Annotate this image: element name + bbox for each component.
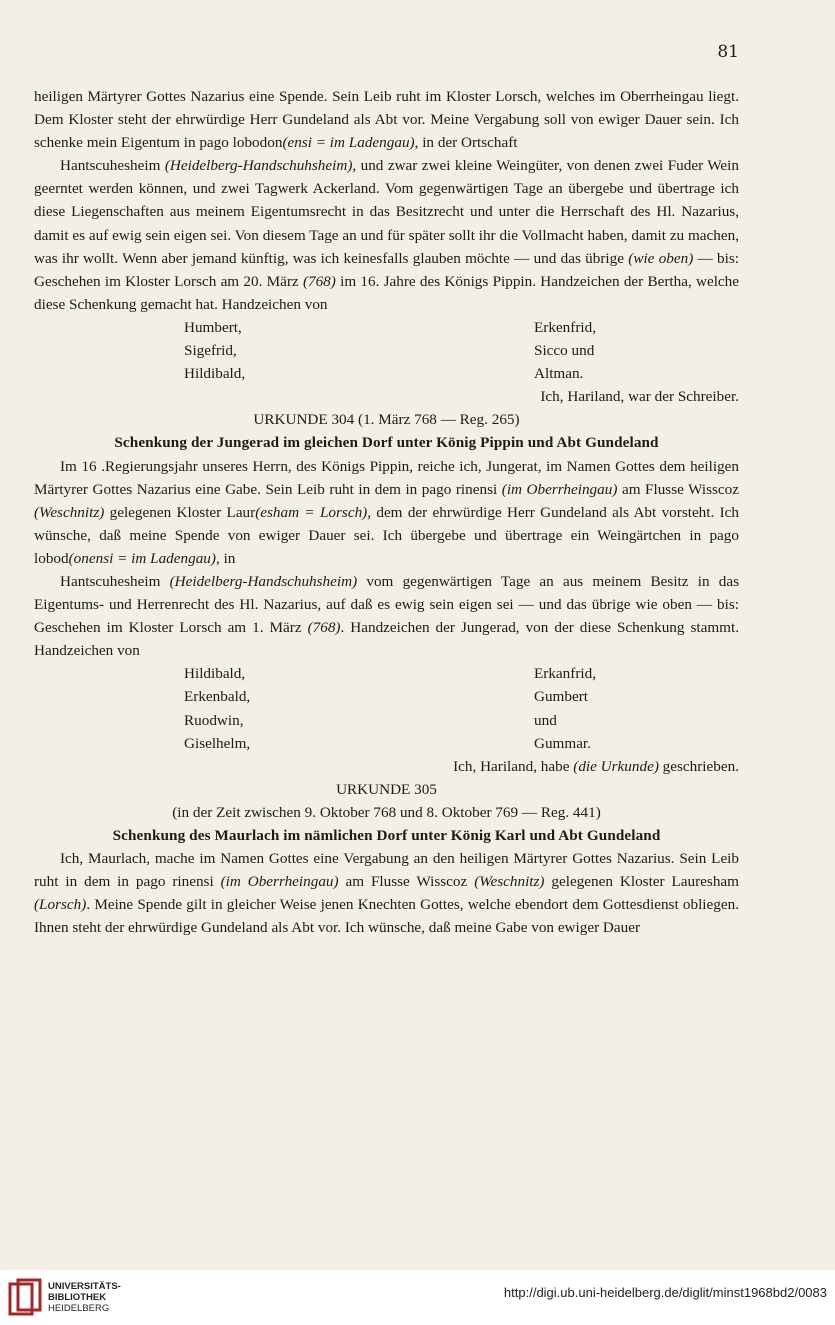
scribe-line: Ich, Hariland, habe (die Urkunde) geschrieben. [453, 757, 739, 775]
witness-name: Sigefrid, [184, 342, 237, 360]
witness-name: und [534, 711, 557, 729]
paragraph: Im 16 .Regierungsjahr unseres Herrn, des Königs Pippin, reiche ich, Jungerat, im Namen Gottes dem heiligen Märtyrer Gottes Nazarius eine Gabe. Sein Leib ruht in dem in pago rinensi (im Oberrheingau) am Flusse Wisscoz (Weschnitz) gelegenen Kloster Laur(esham = Lorsch), dem der ehrwürdige Herr Gundeland als Abt vorsteht. Ich wünsche, daß meine Spende von ewiger Dauer sei. Ich übergebe und übertrage ein Weingärtchen in pago lobod(onensi = im Ladengau), in [34, 457, 740, 567]
witness-name: Hildibald, [184, 365, 246, 383]
footer-bar [0, 1270, 835, 1325]
library-name: UNIVERSITÄTS- BIBLIOTHEK HEIDELBERG [48, 1281, 121, 1314]
scribe-line: Ich, Hariland, war der Schreiber. [540, 388, 739, 406]
witness-name: Altman. [534, 365, 584, 383]
document-date: (in der Zeit zwischen 9. Oktober 768 und 8. Oktober 769 — Reg. 441) [172, 803, 601, 821]
document-title: Schenkung der Jungerad im gleichen Dorf unter König Pippin und Abt Gundeland [114, 434, 659, 452]
paragraph: heiligen Märtyrer Gottes Nazarius eine Spende. Sein Leib ruht im Kloster Lorsch, welches im Oberrheingau liegt. Dem Kloster steht der ehrwürdige Herr Gundeland als Abt vor. Meine Vergabung soll von ewiger Dauer sein. Ich schenke mein Eigentum in pago lobodon(ensi = im Ladengau), in der Ortschaft [34, 88, 739, 152]
paragraph: Hantscuhesheim (Heidelberg-Handschuhsheim) vom gegenwärtigen Tage an aus meinem Besitz in das Eigentums- und Herrenrecht des Hl. Nazarius, auf daß es ewig sein eigen sei — und das übrige wie oben — bis: Geschehen im Kloster Lorsch am 1. März (768). Handzeichen der Jungerad, von der diese Schenkung stammt. Handzeichen von [34, 572, 739, 660]
paragraph: Hantscuhesheim (Heidelberg-Handschuhsheim), und zwar zwei kleine Weingüter, von denen zwei Fuder Wein geerntet werden können, und zwei Tagwerk Ackerland. Vom gegenwärtigen Tage an übergebe und übertrage ich diese Liegenschaften aus meinem Eigentumsrecht in das Besitzrecht und unter die Herrschaft des Hl. Nazarius, damit es auf ewig sein eigen sei. Von diesem Tage an und für später sollt ihr die Vollmacht haben, damit zu machen, was ihr wollt. Wenn aber jemand künftig, was ich keinesfalls glauben möchte — und das übrige (wie oben) — bis: Geschehen im Kloster Lorsch am 20. März (768) im 16. Jahre des Königs Pippin. Handzeichen der Bertha, welche diese Schenkung gemacht hat. Handzeichen von [34, 157, 740, 313]
witness-name: Gummar. [534, 734, 591, 752]
document-heading: URKUNDE 304 (1. März 768 — Reg. 265) [253, 411, 520, 429]
body-text [34, 85, 739, 939]
witness-list [34, 662, 739, 754]
source-url[interactable]: http://digi.ub.uni-heidelberg.de/diglit/minst1968bd2/0083 [503, 1285, 827, 1300]
witness-name: Erkenbald, [184, 688, 251, 706]
witness-name: Humbert, [184, 318, 242, 336]
document-title: Schenkung des Maurlach im nämlichen Dorf unter König Karl und Abt Gundeland [112, 827, 661, 844]
witness-name: Giselhelm, [184, 734, 251, 752]
paragraph: Ich, Maurlach, mache im Namen Gottes eine Vergabung an den heiligen Märtyrer Gottes Nazarius. Sein Leib ruht in dem in pago rinensi (im Oberrheingau) am Flusse Wisscoz (Weschnitz) gelegenen Kloster Lauresham (Lorsch). Meine Spende gilt in gleicher Weise jenen Knechten Gottes, welche ebendort dem Gottesdienst obliegen. Ihnen steht der ehrwürdige Gundeland als Abt vor. Ich wünsche, daß meine Gabe von ewiger Dauer [34, 850, 739, 937]
witness-name: Erkenfrid, [534, 318, 596, 336]
library-logo-icon [8, 1278, 42, 1318]
witness-name: Sicco und [534, 342, 595, 360]
page-number: 81 [717, 42, 739, 62]
witness-name: Ruodwin, [184, 711, 244, 729]
witness-name: Hildibald, [184, 665, 246, 683]
witness-name: Erkanfrid, [534, 665, 596, 683]
document-heading: URKUNDE 305 [336, 780, 437, 798]
witness-list [34, 316, 739, 385]
witness-name: Gumbert [534, 688, 588, 706]
